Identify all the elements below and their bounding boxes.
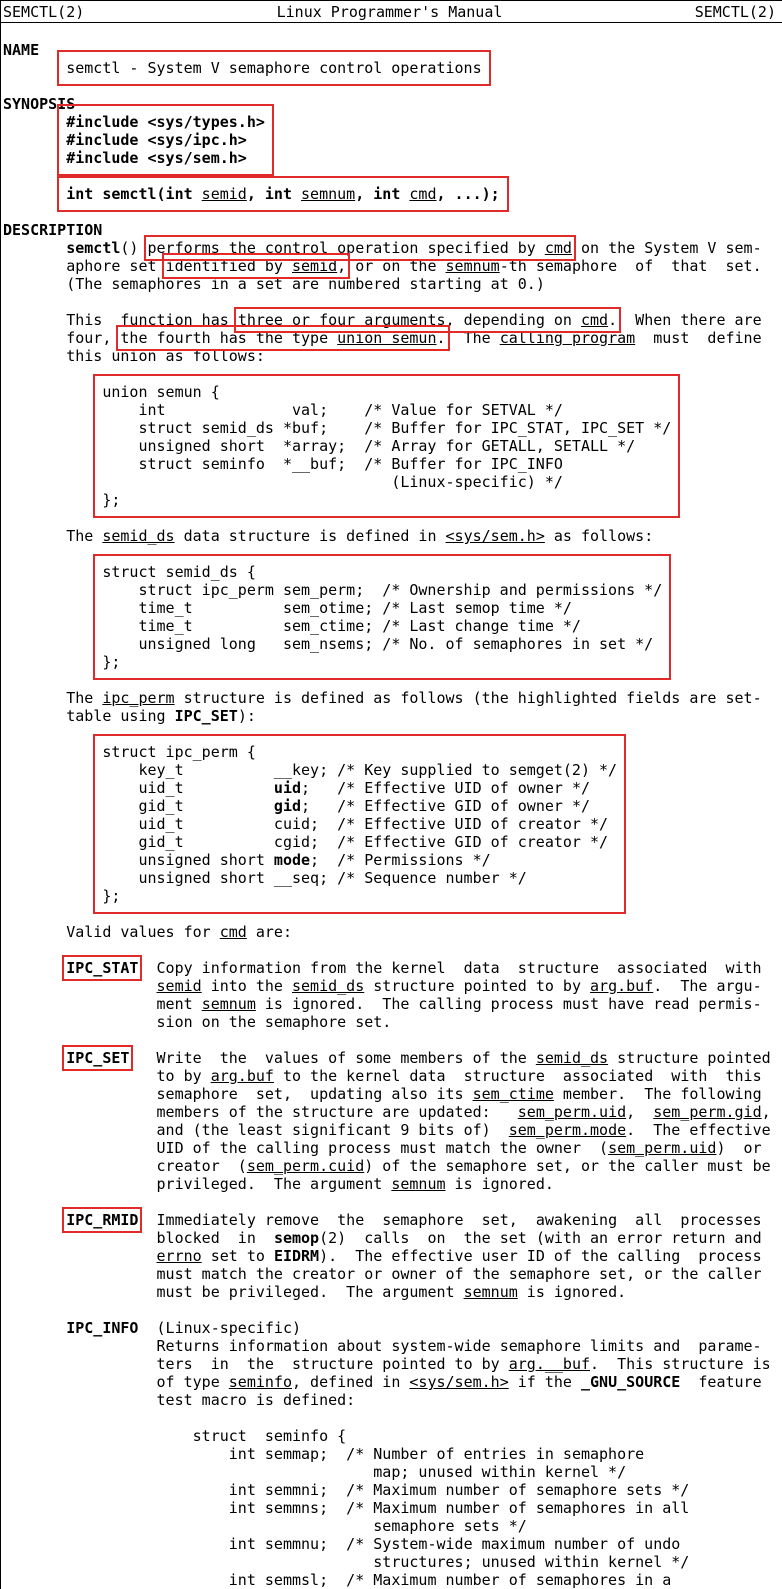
text-run: ment (3, 995, 202, 1013)
man-line (3, 347, 782, 365)
text-run: ) of the semaphore set, or the caller must be (364, 1157, 771, 1175)
text-run: cmd (219, 923, 247, 941)
text-run: unsigned short *array; /* Array for GETALL, SETALL */ (102, 437, 636, 455)
text-run (3, 1211, 66, 1229)
text-run: struct semid_ds *buf; /* Buffer for IPC_STAT, IPC_SET */ (102, 419, 672, 437)
text-run (229, 311, 238, 329)
text-run: sion on the semaphore set. (3, 1013, 392, 1031)
man-line (3, 1067, 782, 1085)
man-line (3, 1301, 782, 1319)
text-run: IPC_SET (66, 1049, 130, 1067)
text-run: struct semid_ds { (102, 563, 256, 581)
man-line (102, 635, 662, 653)
text-run: uid (273, 779, 302, 797)
man-line (66, 149, 265, 167)
man-line (102, 779, 617, 797)
text-run: (2) calls on the set (with an error return and (319, 1229, 762, 1247)
text-run: structure pointed (608, 1049, 771, 1067)
text-run: on the System V sem- (571, 239, 762, 257)
man-line (102, 815, 617, 833)
man-line (102, 833, 617, 851)
text-run: semnum (201, 995, 256, 1013)
text-run: gid (273, 797, 302, 815)
text-run: uid_t cuid; /* Effective UID of creator */ (102, 815, 609, 833)
man-line (3, 1283, 782, 1301)
man-line (3, 1121, 782, 1139)
man-line (3, 941, 782, 959)
annotation-box-inline (148, 239, 572, 257)
text-run: #include <sys/sem.h> (66, 149, 247, 167)
man-line (102, 869, 617, 887)
text-run: UID of the calling process must match the owner ( (3, 1139, 609, 1157)
text-run: , (337, 257, 347, 275)
text-run: of type (3, 1373, 229, 1391)
text-run: When there are (617, 311, 762, 329)
man-line (3, 1319, 782, 1337)
man-line (3, 275, 782, 293)
text-run: must define (635, 329, 762, 347)
text-run: }; (102, 653, 121, 671)
text-run: sem_perm.mode (508, 1121, 627, 1139)
text-run: , ...); (436, 185, 500, 203)
text-run: ; /* Effective GID of owner */ (301, 797, 590, 815)
man-line (3, 1553, 782, 1571)
text-run: is ignored. The calling process must have read permis- (255, 995, 762, 1013)
man-line (3, 1535, 782, 1553)
man-line (3, 671, 782, 689)
text-run: The (445, 329, 500, 347)
text-run: cmd (409, 185, 437, 203)
man-line (102, 437, 671, 455)
text-run: into the (201, 977, 292, 995)
text-run: feature (680, 1373, 762, 1391)
text-run: ; /* Permissions */ (310, 851, 491, 869)
text-run: unsigned short (102, 851, 274, 869)
text-run: Valid values for (3, 923, 220, 941)
text-run: as follows: (544, 527, 654, 545)
text-run: test macro is defined: (3, 1391, 356, 1409)
man-line (66, 131, 265, 149)
text-run: #include <sys/types.h> (66, 113, 265, 131)
text-run: unsigned short __seq; /* Sequence number */ (102, 869, 527, 887)
text-run: IPC_INFO (66, 1319, 139, 1337)
text-run: seminfo (228, 1373, 292, 1391)
text-run: identified by (165, 257, 292, 275)
man-line (102, 473, 671, 491)
text-run: must be privileged. The argument (3, 1283, 464, 1301)
text-run: to the kernel data structure associated with this (273, 1067, 762, 1085)
text-run: must match the creator or owner of the semaphore set, or the caller (3, 1265, 762, 1283)
text-run: () (120, 239, 148, 257)
text-run: blocked in (3, 1229, 274, 1247)
text-run: function has (120, 311, 229, 329)
text-run: map; unused within kernel */ (3, 1463, 627, 1481)
man-line (3, 95, 782, 113)
man-line (3, 365, 782, 383)
man-line (102, 383, 671, 401)
man-line (102, 563, 662, 581)
man-line (102, 581, 662, 599)
text-run: ): (237, 707, 256, 725)
text-run: semop (273, 1229, 320, 1247)
text-run: sem_perm.gid (653, 1103, 762, 1121)
text-run: union semun { (102, 383, 220, 401)
man-line (3, 527, 782, 545)
man-line (3, 923, 782, 941)
text-run: are: (246, 923, 292, 941)
text-run: the fourth has the type (120, 329, 338, 347)
text-run: if the (508, 1373, 581, 1391)
text-run: gid_t cgid; /* Effective GID of creator */ (102, 833, 609, 851)
text-run: and (the least significant 9 bits of) (3, 1121, 509, 1139)
text-run: int semmnu; /* System-wide maximum number of undo (3, 1535, 681, 1553)
text-run: semnum (445, 257, 500, 275)
text-run: aphore set (3, 257, 166, 275)
text-run: IPC_SET (174, 707, 238, 725)
text-run (3, 239, 66, 257)
text-run: time_t sem_otime; /* Last semop time */ (102, 599, 572, 617)
text-run: ). The effective user ID of the calling process (319, 1247, 762, 1265)
man-line (3, 77, 782, 95)
text-run: data structure is defined in (174, 527, 446, 545)
man-line (3, 1211, 782, 1229)
man-line (3, 1355, 782, 1373)
text-run: (The semaphores in a set are numbered starting at 0.) (3, 275, 545, 293)
man-line (66, 185, 500, 203)
text-run (3, 1247, 157, 1265)
text-run: , int (355, 185, 410, 203)
text-run: . (608, 311, 618, 329)
text-run: cmd (544, 239, 572, 257)
man-line (3, 689, 782, 707)
man-line (3, 1193, 782, 1211)
man-line (102, 455, 671, 473)
text-run: <sys/sem.h> (409, 1373, 509, 1391)
man-line (3, 221, 782, 239)
text-run: uid_t (102, 779, 274, 797)
annotation-box (102, 563, 662, 671)
text-run: table using (3, 707, 175, 725)
text-run: key_t __key; /* Key supplied to semget(2) */ (102, 761, 618, 779)
man-line (3, 959, 782, 977)
text-run: semaphore set, updating also its (3, 1085, 473, 1103)
text-run: time_t sem_ctime; /* Last change time */ (102, 617, 581, 635)
text-run: three or four arguments, depending on (237, 311, 581, 329)
text-run: or on the (346, 257, 446, 275)
man-line (3, 1517, 782, 1535)
man-line (3, 1571, 782, 1589)
text-run: sem_perm.uid (517, 1103, 627, 1121)
text-run: sem_ctime (472, 1085, 554, 1103)
annotation-box (102, 383, 671, 509)
man-line (66, 113, 265, 131)
text-run: , defined in (292, 1373, 410, 1391)
man-line (3, 239, 782, 257)
text-run: Copy information from the kernel data structure associated with (138, 959, 762, 977)
text-run: semid (201, 185, 247, 203)
text-run: . (436, 329, 446, 347)
text-run: ; /* Effective UID of owner */ (301, 779, 590, 797)
text-run: mode (273, 851, 311, 869)
text-run: Write the values of some members of the (129, 1049, 536, 1067)
man-line (102, 761, 617, 779)
text-run: }; (102, 491, 121, 509)
text-run: Immediately remove the semaphore set, awakening all processes (138, 1211, 762, 1229)
man-line (3, 725, 782, 743)
text-run: int semctl(int (66, 185, 202, 203)
man-line (102, 851, 617, 869)
text-run: . The argu- (653, 977, 762, 995)
text-run: semctl - System V semaphore control operations (66, 59, 482, 77)
annotation-box-inline (66, 1211, 138, 1229)
text-run: semnum (301, 185, 356, 203)
man-line (3, 1409, 782, 1427)
text-run: int semmni; /* Maximum number of semaphore sets */ (3, 1481, 690, 1499)
man-line (3, 1031, 782, 1049)
text-run: . The effective (626, 1121, 771, 1139)
text-run: this union as follows: (3, 347, 265, 365)
text-run (3, 959, 66, 977)
text-run: , (761, 1103, 771, 1121)
man-line (3, 905, 782, 923)
man-line (3, 1265, 782, 1283)
annotation-box-inline (238, 311, 617, 329)
text-run: struct ipc_perm { (102, 743, 256, 761)
man-line (3, 311, 782, 329)
text-run: structures; unused within kernel */ (3, 1553, 690, 1571)
text-run: struct seminfo { (3, 1427, 347, 1445)
text-run: creator ( (3, 1157, 247, 1175)
man-line (3, 509, 782, 527)
text-run: struct ipc_perm sem_perm; /* Ownership and permissions */ (102, 581, 663, 599)
man-line (3, 1157, 782, 1175)
text-run: ) or (716, 1139, 762, 1157)
text-run: semid_ds (102, 527, 175, 545)
text-run: ipc_perm (102, 689, 175, 707)
man-line (3, 41, 782, 59)
text-run: union semun (337, 329, 437, 347)
text-run: privileged. The argument (3, 1175, 392, 1193)
text-run: IPC_STAT (66, 959, 139, 977)
annotation-box (66, 59, 481, 77)
annotation-box-inline (66, 1049, 129, 1067)
man-line (3, 977, 782, 995)
text-run: , (626, 1103, 654, 1121)
text-run: struct seminfo *__buf; /* Buffer for IPC_INFO (102, 455, 563, 473)
annotation-box (66, 185, 500, 203)
text-run: sem_perm.uid (608, 1139, 717, 1157)
text-run: errno (156, 1247, 202, 1265)
man-page-body (1, 23, 782, 1589)
text-run (3, 977, 157, 995)
text-run: (Linux-specific) (138, 1319, 302, 1337)
man-line (3, 1463, 782, 1481)
man-line (3, 167, 782, 185)
text-run: semnum (391, 1175, 446, 1193)
man-line (102, 653, 662, 671)
text-run: The (3, 527, 103, 545)
text-run: int val; /* Value for SETVAL */ (102, 401, 563, 419)
man-line (3, 329, 782, 347)
header-title-right: SEMCTL(2) (694, 2, 776, 21)
text-run: This (3, 311, 121, 329)
text-run: The (3, 689, 103, 707)
text-run: structure is defined as follows (the highlighted fields are set- (174, 689, 762, 707)
text-run: . This structure is (590, 1355, 771, 1373)
text-run: calling program (499, 329, 636, 347)
annotation-box-inline (166, 257, 347, 275)
text-run: is ignored. (445, 1175, 554, 1193)
text-run: arg.__buf (508, 1355, 591, 1373)
text-run: arg.buf (210, 1067, 274, 1085)
man-line (3, 1481, 782, 1499)
text-run: arg.buf (590, 977, 654, 995)
text-run: int semmap; /* Number of entries in semaphore (3, 1445, 645, 1463)
text-run: IPC_RMID (66, 1211, 139, 1229)
text-run: unsigned long sem_nsems; /* No. of semaphores in set */ (102, 635, 654, 653)
man-line (3, 1103, 782, 1121)
text-run: semid (292, 257, 338, 275)
annotation-box (102, 743, 617, 905)
man-line (3, 1247, 782, 1265)
man-line (102, 743, 617, 761)
text-run: }; (102, 887, 121, 905)
text-run: is ignored. (517, 1283, 627, 1301)
text-run: , int (246, 185, 302, 203)
text-run: semctl (66, 239, 121, 257)
man-line (3, 1427, 782, 1445)
text-run: cmd (580, 311, 609, 329)
man-line (3, 203, 782, 221)
annotation-box (66, 113, 265, 167)
text-run: _GNU_SOURCE (581, 1373, 681, 1391)
man-line (3, 1139, 782, 1157)
text-run: Returns information about system-wide semaphore limits and parame- (3, 1337, 762, 1355)
man-line (3, 1085, 782, 1103)
man-line (102, 617, 662, 635)
annotation-box-inline (120, 329, 445, 347)
text-run: semnum (463, 1283, 518, 1301)
man-line (3, 1175, 782, 1193)
man-page-header (1, 1, 782, 23)
header-title-center: Linux Programmer's Manual (276, 2, 503, 21)
man-line (3, 1013, 782, 1031)
text-run: DESCRIPTION (3, 221, 103, 239)
man-line (3, 1373, 782, 1391)
man-line (102, 401, 671, 419)
text-run: -th semaphore of that set. (499, 257, 762, 275)
annotation-box-inline (66, 959, 138, 977)
text-run (3, 1319, 66, 1337)
man-line (102, 491, 671, 509)
man-line (3, 995, 782, 1013)
man-line (3, 1499, 782, 1517)
text-run: NAME (3, 41, 40, 59)
text-run: semid_ds (292, 977, 365, 995)
text-run: (Linux-specific) */ (102, 473, 563, 491)
man-line (102, 887, 617, 905)
text-run: to by (3, 1067, 211, 1085)
text-run: four, (3, 329, 121, 347)
text-run: semid_ds (535, 1049, 609, 1067)
header-title-left: SEMCTL(2) (3, 2, 85, 21)
man-line (102, 419, 671, 437)
text-run: int semmsl; /* Maximum number of semaphores in a (3, 1571, 672, 1589)
man-line (3, 23, 782, 41)
text-run: gid_t (102, 797, 274, 815)
man-line (3, 293, 782, 311)
man-line (3, 1337, 782, 1355)
text-run: structure pointed to by (364, 977, 591, 995)
man-line (3, 1445, 782, 1463)
text-run (3, 1049, 66, 1067)
man-line (3, 1049, 782, 1067)
text-run: #include <sys/ipc.h> (66, 131, 247, 149)
man-line (3, 257, 782, 275)
man-line (3, 1229, 782, 1247)
text-run: member. The following (553, 1085, 762, 1103)
text-run: performs the control operation specified by (147, 239, 545, 257)
man-line (66, 59, 481, 77)
text-run: semid (156, 977, 202, 995)
man-line (102, 797, 617, 815)
text-run: SYNOPSIS (3, 95, 76, 113)
man-line (3, 545, 782, 563)
man-line (3, 1391, 782, 1409)
text-run: <sys/sem.h> (445, 527, 545, 545)
text-run: int semmns; /* Maximum number of semaphores in all (3, 1499, 690, 1517)
man-line (102, 599, 662, 617)
text-run: set to (201, 1247, 274, 1265)
man-line (3, 707, 782, 725)
text-run: ters in the structure pointed to by (3, 1355, 509, 1373)
text-run: EIDRM (273, 1247, 320, 1265)
text-run: semaphore sets */ (3, 1517, 527, 1535)
text-run: sem_perm.cuid (246, 1157, 365, 1175)
text-run: members of the structure are updated: (3, 1103, 518, 1121)
